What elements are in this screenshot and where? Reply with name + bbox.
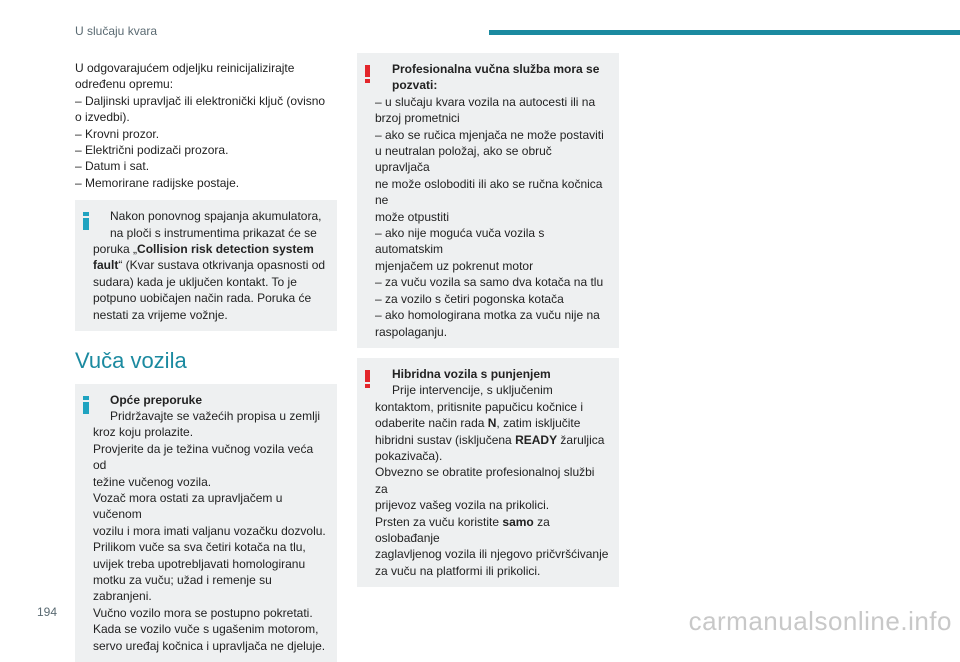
box-line: Kada se vozilo vuče s ugašenim motorom, (93, 621, 327, 637)
info-line: poruka „Collision risk detection system (93, 241, 327, 257)
box-line: brzoj prometnici (375, 110, 609, 126)
intro-line: – Daljinski upravljač ili elektronički ključ (ovisno (75, 93, 337, 109)
right-column (357, 53, 619, 587)
box-line: – u slučaju kvara vozila na autocesti ili na (375, 94, 609, 110)
box-line: Prilikom vuče sa sva četiri kotača na tlu, (93, 539, 327, 555)
intro-text (75, 60, 337, 191)
intro-line: određenu opremu: (75, 76, 337, 92)
box-line: vozilu i mora imati valjanu vozačku dozvolu. (93, 523, 327, 539)
box-line: – za vuču vozila sa samo dva kotača na tlu (375, 274, 609, 290)
box-line: Vučno vozilo mora se postupno pokretati. (93, 605, 327, 621)
section-title: U slučaju kvara (75, 24, 157, 38)
warning-icon (365, 370, 370, 388)
watermark: carmanualsonline.info (689, 606, 952, 637)
intro-line: – Električni podizači prozora. (75, 142, 337, 158)
box-line: kontaktom, pritisnite papučicu kočnice i (375, 399, 609, 415)
box-line: kroz koju prolazite. (93, 424, 327, 440)
box-line: zaglavljenog vozila ili njegovo pričvršćivanje (375, 546, 609, 562)
general-recommendations-box (75, 384, 337, 662)
info-line: sudara) kada je uključen kontakt. To je (93, 274, 327, 290)
box-line: može otpustiti (375, 209, 609, 225)
box-line: – ako nije moguća vuča vozila s automatskim (375, 225, 609, 258)
box-line: servo uređaj kočnica i upravljača ne djeluje. (93, 638, 327, 654)
warning-icon (365, 65, 370, 83)
box-line: Provjerite da je težina vučnog vozila veća od (93, 441, 327, 474)
box-line: Pridržavajte se važećih propisa u zemlji (93, 408, 327, 424)
box-title: Hibridna vozila s punjenjem (375, 366, 609, 382)
intro-line: – Krovni prozor. (75, 126, 337, 142)
info-line: potpuno uobičajen način rada. Poruka će (93, 290, 327, 306)
info-line: nestati za vrijeme vožnje. (93, 307, 327, 323)
info-icon (83, 212, 89, 228)
section-heading: Vuča vozila (75, 353, 337, 369)
box-line: – ako se ručica mjenjača ne može postaviti (375, 127, 609, 143)
box-line: Obvezno se obratite profesionalnoj službi za (375, 464, 609, 497)
box-line: pokazivača). (375, 448, 609, 464)
box-line: prijevoz vašeg vozila na prikolici. (375, 497, 609, 513)
box-line: hibridni sustav (isključena READY žaruljica (375, 432, 609, 448)
battery-info-box (75, 200, 337, 331)
intro-line: – Memorirane radijske postaje. (75, 175, 337, 191)
info-line: na ploči s instrumentima prikazat će se (93, 225, 327, 241)
left-column (75, 60, 337, 662)
box-line: Prije intervencije, s uključenim (375, 382, 609, 398)
info-line: fault“ (Kvar sustava otkrivanja opasnosti od (93, 257, 327, 273)
box-title: pozvati: (375, 77, 609, 93)
box-line: – za vozilo s četiri pogonska kotača (375, 291, 609, 307)
professional-towing-box (357, 53, 619, 348)
box-line: uvijek treba upotrebljavati homologiranu (93, 556, 327, 572)
box-line: raspolaganju. (375, 324, 609, 340)
box-line: odaberite način rada N, zatim isključite (375, 415, 609, 431)
box-line: Vozač mora ostati za upravljačem u vučenom (93, 490, 327, 523)
box-line: mjenjačem uz pokrenut motor (375, 258, 609, 274)
header-accent-bar (489, 30, 960, 35)
hybrid-vehicles-box (357, 358, 619, 587)
box-line: u neutralan položaj, ako se obruč upravljača (375, 143, 609, 176)
intro-line: U odgovarajućem odjeljku reinicijalizirajte (75, 60, 337, 76)
box-line: motku za vuču; užad i remenje su zabranjeni. (93, 572, 327, 605)
intro-line: o izvedbi). (75, 109, 337, 125)
page-number: 194 (37, 605, 57, 619)
box-line: ne može osloboditi ili ako se ručna kočnica ne (375, 176, 609, 209)
box-line: težine vučenog vozila. (93, 474, 327, 490)
info-line: Nakon ponovnog spajanja akumulatora, (93, 208, 327, 224)
box-line: – ako homologirana motka za vuču nije na (375, 307, 609, 323)
box-title: Profesionalna vučna služba mora se (375, 61, 609, 77)
intro-line: – Datum i sat. (75, 158, 337, 174)
box-line: za vuču na platformi ili prikolici. (375, 563, 609, 579)
box-line: Prsten za vuču koristite samo za oslobađanje (375, 514, 609, 547)
box-title: Opće preporuke (93, 392, 327, 408)
info-icon (83, 396, 89, 412)
